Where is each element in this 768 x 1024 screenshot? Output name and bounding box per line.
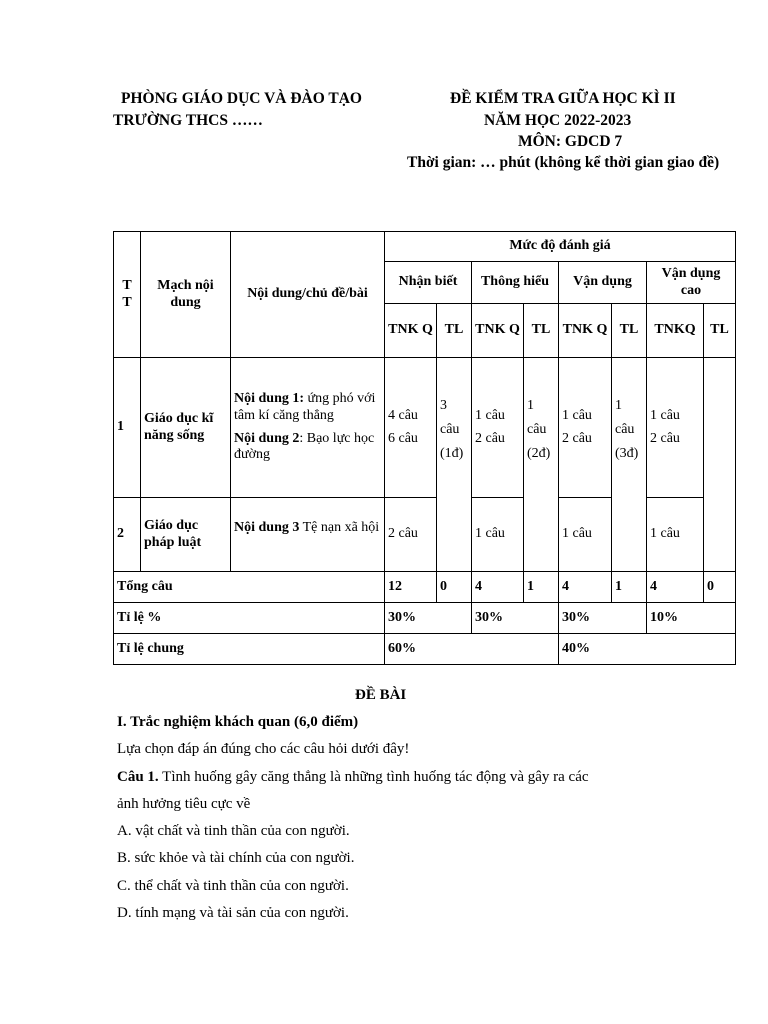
- col-tt-header: T T: [114, 232, 141, 358]
- level-van-dung: Vận dụng: [559, 262, 647, 304]
- ti-le-value: 30%: [559, 603, 647, 634]
- row2-nb: 2 câu: [385, 498, 437, 572]
- tong-cau-value: 1: [612, 572, 647, 603]
- sub-tl: TL: [524, 304, 559, 358]
- tong-cau-value: 4: [559, 572, 612, 603]
- col-mucdo-header: Mức độ đánh giá: [385, 232, 736, 262]
- row1-vd: 1 câu 2 câu: [559, 358, 612, 498]
- option-b: B. sức khỏe và tài chính của con người.: [117, 850, 355, 866]
- ti-le-label: Tỉ lệ %: [114, 603, 385, 634]
- ti-le-chung-label: Tỉ lệ chung: [114, 634, 385, 665]
- row1-mach: Giáo dục kĩ năng sống: [141, 358, 231, 498]
- row1-tt: 1: [114, 358, 141, 498]
- subject: MÔN: GDCD 7: [518, 133, 623, 150]
- tong-cau-value: 4: [647, 572, 704, 603]
- row2-vd: 1 câu: [559, 498, 612, 572]
- level-thong-hieu: Thông hiểu: [472, 262, 559, 304]
- question-1-continued: ảnh hưởng tiêu cực về: [117, 796, 251, 812]
- row1-th: 1 câu 2 câu: [472, 358, 524, 498]
- duration: Thời gian: … phút (không kể thời gian giao đề): [407, 154, 720, 171]
- row2-tt: 2: [114, 498, 141, 572]
- sub-tl: TL: [704, 304, 736, 358]
- row2-vdc: 1 câu: [647, 498, 704, 572]
- sub-tl: TL: [612, 304, 647, 358]
- tong-cau-value: 4: [472, 572, 524, 603]
- option-d: D. tính mạng và tài sản của con người.: [117, 905, 349, 921]
- tong-cau-value: 1: [524, 572, 559, 603]
- sub-tnkq: TNKQ: [647, 304, 704, 358]
- row2-th: 1 câu: [472, 498, 524, 572]
- tl-vdc-merged: [704, 358, 736, 572]
- ti-le-chung-value: 40%: [559, 634, 736, 665]
- sub-tnkq: TNK Q: [385, 304, 437, 358]
- school-name: TRƯỜNG THCS ……: [113, 112, 263, 129]
- instruction-text: Lựa chọn đáp án đúng cho các câu hỏi dưới đây!: [117, 741, 410, 757]
- tong-cau-label: Tổng câu: [114, 572, 385, 603]
- exam-title: ĐỀ KIỂM TRA GIỮA HỌC KÌ II: [450, 90, 676, 107]
- exam-heading: ĐỀ BÀI: [355, 687, 407, 703]
- section-heading: I. Trắc nghiệm khách quan (6,0 điểm): [117, 714, 359, 730]
- tl-th-merged: 1 câu (2đ): [524, 358, 559, 572]
- question-1: Câu 1. Tình huống gây căng thẳng là những tình huống tác động và gây ra các: [117, 769, 589, 785]
- assessment-matrix: [113, 231, 736, 665]
- ti-le-chung-value: 60%: [385, 634, 559, 665]
- row2-noidung: Nội dung 3 Tệ nạn xã hội: [231, 498, 385, 572]
- school-year: NĂM HỌC 2022-2023: [484, 112, 632, 129]
- sub-tnkq: TNK Q: [472, 304, 524, 358]
- option-c: C. thể chất và tinh thần của con người.: [117, 878, 349, 894]
- sub-tnkq: TNK Q: [559, 304, 612, 358]
- col-mach-header: Mạch nội dung: [141, 232, 231, 358]
- tong-cau-value: 0: [704, 572, 736, 603]
- department-name: PHÒNG GIÁO DỤC VÀ ĐÀO TẠO: [121, 90, 362, 107]
- tl-vd-merged: 1 câu (3đ): [612, 358, 647, 572]
- tl-nb-merged: 3 câu (1đ): [437, 358, 472, 572]
- option-a: A. vật chất và tinh thần của con người.: [117, 823, 350, 839]
- ti-le-value: 30%: [472, 603, 559, 634]
- ti-le-value: 10%: [647, 603, 736, 634]
- col-noidung-header: Nội dung/chủ đề/bài: [231, 232, 385, 358]
- row2-mach: Giáo dục pháp luật: [141, 498, 231, 572]
- level-van-dung-cao: Vận dụng cao: [647, 262, 736, 304]
- row1-nb: 4 câu 6 câu: [385, 358, 437, 498]
- level-nhan-biet: Nhận biết: [385, 262, 472, 304]
- tong-cau-value: 12: [385, 572, 437, 603]
- row1-noidung: Nội dung 1: ứng phó với tâm kí căng thẳng Nội dung 2: Bạo lực học đường: [231, 358, 385, 498]
- tong-cau-value: 0: [437, 572, 472, 603]
- sub-tl: TL: [437, 304, 472, 358]
- row1-vdc: 1 câu 2 câu: [647, 358, 704, 498]
- ti-le-value: 30%: [385, 603, 472, 634]
